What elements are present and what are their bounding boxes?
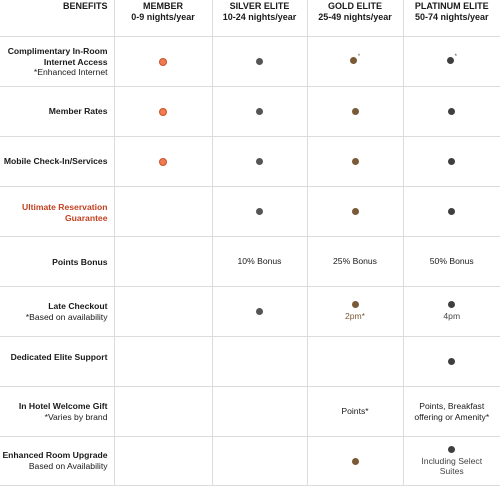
dot-icon (448, 158, 455, 165)
cell-platinum (403, 37, 500, 87)
cell-member (114, 87, 212, 137)
points-bonus-value: 25% Bonus (333, 256, 377, 267)
cell-member (114, 187, 212, 237)
benefit-label (0, 437, 114, 486)
table-row (0, 87, 500, 137)
benefit-title: Enhanced Room Upgrade (2, 450, 108, 460)
benefit-title: In Hotel Welcome Gift (18, 401, 108, 411)
cell-gold (307, 387, 403, 437)
tier-name: SILVER ELITE (229, 1, 290, 11)
cell-gold (307, 87, 403, 137)
header-row (0, 0, 500, 37)
table-row (0, 437, 500, 486)
dot-icon (159, 108, 167, 116)
table-row (0, 237, 500, 287)
table-row (0, 137, 500, 187)
cell-platinum (403, 287, 500, 337)
cell-silver (212, 187, 307, 237)
tier-nights: 50-74 nights/year (414, 12, 489, 22)
tier-nights: 10-24 nights/year (222, 12, 297, 22)
benefit-label (0, 237, 114, 287)
cell-silver (212, 337, 307, 387)
benefit-note: *Enhanced Internet (33, 67, 108, 77)
cell-platinum (403, 437, 500, 486)
table-row (0, 37, 500, 87)
dot-icon (256, 108, 263, 115)
cell-silver (212, 237, 307, 287)
benefit-title: Complimentary In-Room Internet Access (7, 46, 108, 67)
benefit-title: Ultimate Reservation Guarantee (22, 202, 108, 223)
benefit-label (0, 337, 114, 387)
cell-member (114, 287, 212, 337)
cell-member (114, 137, 212, 187)
benefit-label (0, 87, 114, 137)
cell-gold (307, 137, 403, 187)
cell-platinum (403, 237, 500, 287)
tier-header-silver (212, 0, 307, 37)
dot-icon (448, 446, 455, 453)
dot-icon (352, 208, 359, 215)
dot-icon (352, 158, 359, 165)
cell-member (114, 437, 212, 486)
dot-icon (159, 158, 167, 166)
benefit-title: Member Rates (48, 106, 108, 117)
dot-icon (448, 358, 455, 365)
cell-gold (307, 337, 403, 387)
cell-member (114, 387, 212, 437)
table-row (0, 287, 500, 337)
dot-icon (448, 301, 455, 308)
benefit-label (0, 187, 114, 237)
benefit-title: Mobile Check-In/Services (3, 156, 108, 167)
cell-member (114, 337, 212, 387)
dot-icon (447, 57, 454, 64)
cell-member (114, 237, 212, 287)
gift-value: Points, Breakfast offering or Amenity* (414, 401, 490, 422)
dot-icon (448, 108, 455, 115)
points-bonus-value: 10% Bonus (237, 256, 282, 267)
cell-platinum (403, 87, 500, 137)
tier-header-platinum (403, 0, 500, 37)
gift-value: Points* (341, 406, 369, 417)
benefit-label (0, 37, 114, 87)
cell-silver (212, 137, 307, 187)
cell-silver (212, 87, 307, 137)
upgrade-note: Including Select Suites (421, 455, 483, 476)
cell-platinum (403, 187, 500, 237)
cell-member (114, 37, 212, 87)
tier-nights: 25-49 nights/year (318, 12, 392, 22)
dot-icon (256, 208, 263, 215)
tier-header-member (114, 0, 212, 37)
cell-gold (307, 187, 403, 237)
cell-silver (212, 37, 307, 87)
benefit-note: *Varies by brand (44, 411, 108, 422)
cell-silver (212, 287, 307, 337)
cell-gold (307, 287, 403, 337)
dot-icon (350, 57, 357, 64)
points-bonus-value: 50% Bonus (429, 256, 474, 267)
table-row (0, 187, 500, 237)
benefit-label (0, 137, 114, 187)
cell-platinum (403, 387, 500, 437)
footnote-mark: * (454, 54, 457, 61)
cell-platinum (403, 337, 500, 387)
cell-gold (307, 237, 403, 287)
cell-gold (307, 437, 403, 486)
dot-icon (448, 208, 455, 215)
tier-name: GOLD ELITE (328, 1, 382, 11)
checkout-time: 2pm* (344, 311, 366, 322)
tier-name: MEMBER (143, 1, 183, 11)
benefit-label (0, 387, 114, 437)
checkout-time: 4pm (443, 311, 461, 322)
cell-gold (307, 37, 403, 87)
benefit-title: Late Checkout (48, 301, 108, 311)
tier-header-gold (307, 0, 403, 37)
benefit-label (0, 287, 114, 337)
table-row (0, 387, 500, 437)
footnote-mark: * (357, 54, 361, 61)
table-row (0, 337, 500, 387)
benefit-note: Based on Availability (28, 460, 108, 471)
benefit-note: *Based on availability (25, 311, 108, 322)
cell-silver (212, 437, 307, 486)
cell-platinum (403, 137, 500, 187)
benefits-header: BENEFITS (0, 0, 114, 37)
dot-icon (256, 58, 263, 65)
dot-icon (256, 308, 263, 315)
dot-icon (352, 108, 359, 115)
tier-nights: 0-9 nights/year (131, 12, 195, 22)
dot-icon (159, 58, 167, 66)
dot-icon (352, 458, 359, 465)
benefit-title: Points Bonus (52, 257, 108, 267)
dot-icon (256, 158, 263, 165)
dot-icon (352, 301, 359, 308)
cell-silver (212, 387, 307, 437)
benefit-title: Dedicated Elite Support (10, 352, 108, 362)
tier-name: PLATINUM ELITE (414, 1, 489, 11)
